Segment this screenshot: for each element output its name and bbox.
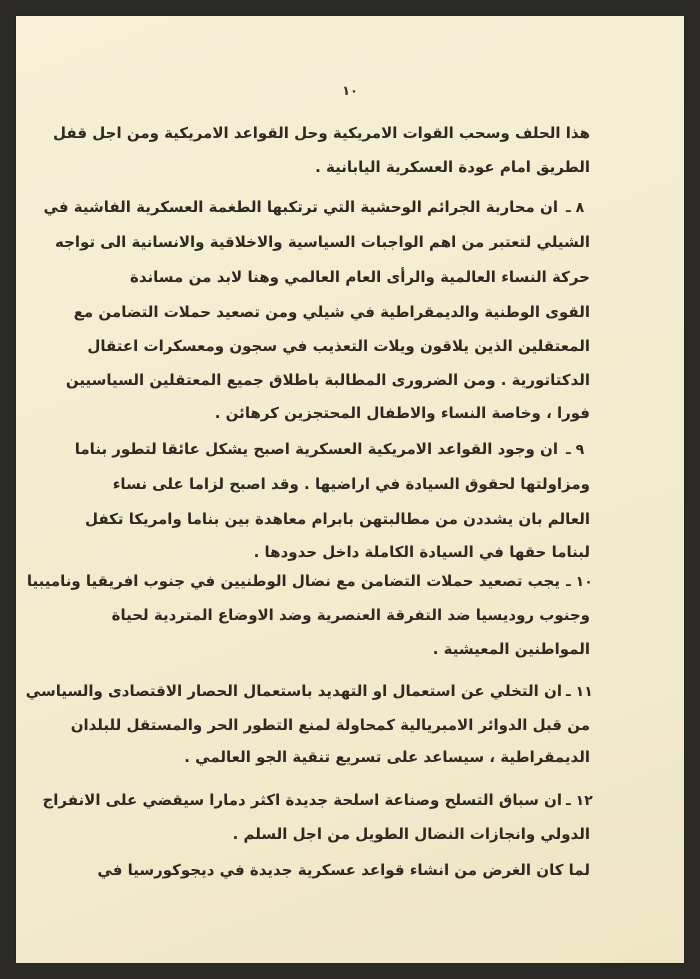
item-number-9: ٩ ـ bbox=[566, 442, 585, 458]
item-number-12: ١٢ ـ bbox=[566, 793, 593, 809]
text-line: ان التخلي عن استعمال او التهديد باستعمال الحصار الاقتصادى والسياسي bbox=[25, 682, 562, 700]
text-line: وجنوب روديسيا ضد التفرقة العنصرية وضد الاوضاع المتردية لحياة bbox=[111, 606, 590, 624]
text-line: الديمقراطية ، سيساعد على تسريع تنقية الجو العالمي . bbox=[184, 748, 590, 766]
item-number-8: ٨ ـ bbox=[566, 200, 585, 216]
text-line: يجب تصعيد حملات التضامن مع نضال الوطنيين في جنوب افريقيا وناميبيا bbox=[26, 572, 560, 590]
text-line: ان سباق التسلح وصناعة اسلحة جديدة اكثر دمارا سيقضي على الانفراج bbox=[42, 791, 562, 809]
text-line: الدكتاتورية . ومن الضرورى المطالبة باطلاق جميع المعتقلين السياسيين bbox=[65, 371, 590, 389]
text-line: لما كان الغرض من انشاء قواعد عسكرية جديدة في ديجوكورسيا في bbox=[97, 861, 590, 879]
item-number-11: ١١ ـ bbox=[566, 684, 593, 700]
text-line: فورا ، وخاصة النساء والاطفال المحتجزين كرهائن . bbox=[214, 404, 590, 422]
text-line: هذا الحلف وسحب القوات الامريكية وحل القواعد الامريكية ومن اجل قفل bbox=[53, 124, 590, 142]
text-line: الطريق امام عودة العسكرية اليابانية . bbox=[315, 158, 590, 176]
text-line: العالم بان يشددن من مطالبتهن بابرام معاهدة بين بناما وامريكا تكفل bbox=[84, 510, 590, 528]
text-line: ان محاربة الجرائم الوحشية التي ترتكبها الطغمة العسكرية الفاشية في bbox=[43, 198, 558, 216]
text-line: من قبل الدوائر الامبريالية كمحاولة لمنع التطور الحر والمستقل للبلدان bbox=[70, 716, 590, 734]
text-line: حركة النساء العالمية والرأى العام العالمي وهنا لابد من مساندة bbox=[130, 268, 590, 286]
text-line: لبناما حقها في السيادة الكاملة داخل حدودها . bbox=[253, 543, 590, 561]
text-line: المعتقلين الذين يلاقون ويلات التعذيب في سجون ومعسكرات اعتقال bbox=[87, 337, 590, 355]
text-line: الدولي وانجازات النضال الطويل من اجل السلم . bbox=[232, 825, 590, 843]
text-line: المواطنين المعيشية . bbox=[432, 640, 590, 658]
text-line: الشيلي لتعتبر من اهم الواجبات السياسية والاخلاقية والانسانية الى تواجه bbox=[55, 233, 590, 251]
text-line: ان وجود القواعد الامريكية العسكرية اصبح يشكل عائقا لتطور بناما bbox=[74, 440, 558, 458]
text-line: ومزاولتها لحقوق السيادة في اراضيها . وقد اصبح لزاما على نساء bbox=[112, 475, 590, 493]
text-line: القوى الوطنية والديمقراطية في شيلي ومن تصعيد حملات التضامن مع bbox=[73, 303, 590, 321]
page-number: ١٠ bbox=[342, 84, 358, 99]
item-number-10: ١٠ ـ bbox=[566, 574, 593, 590]
